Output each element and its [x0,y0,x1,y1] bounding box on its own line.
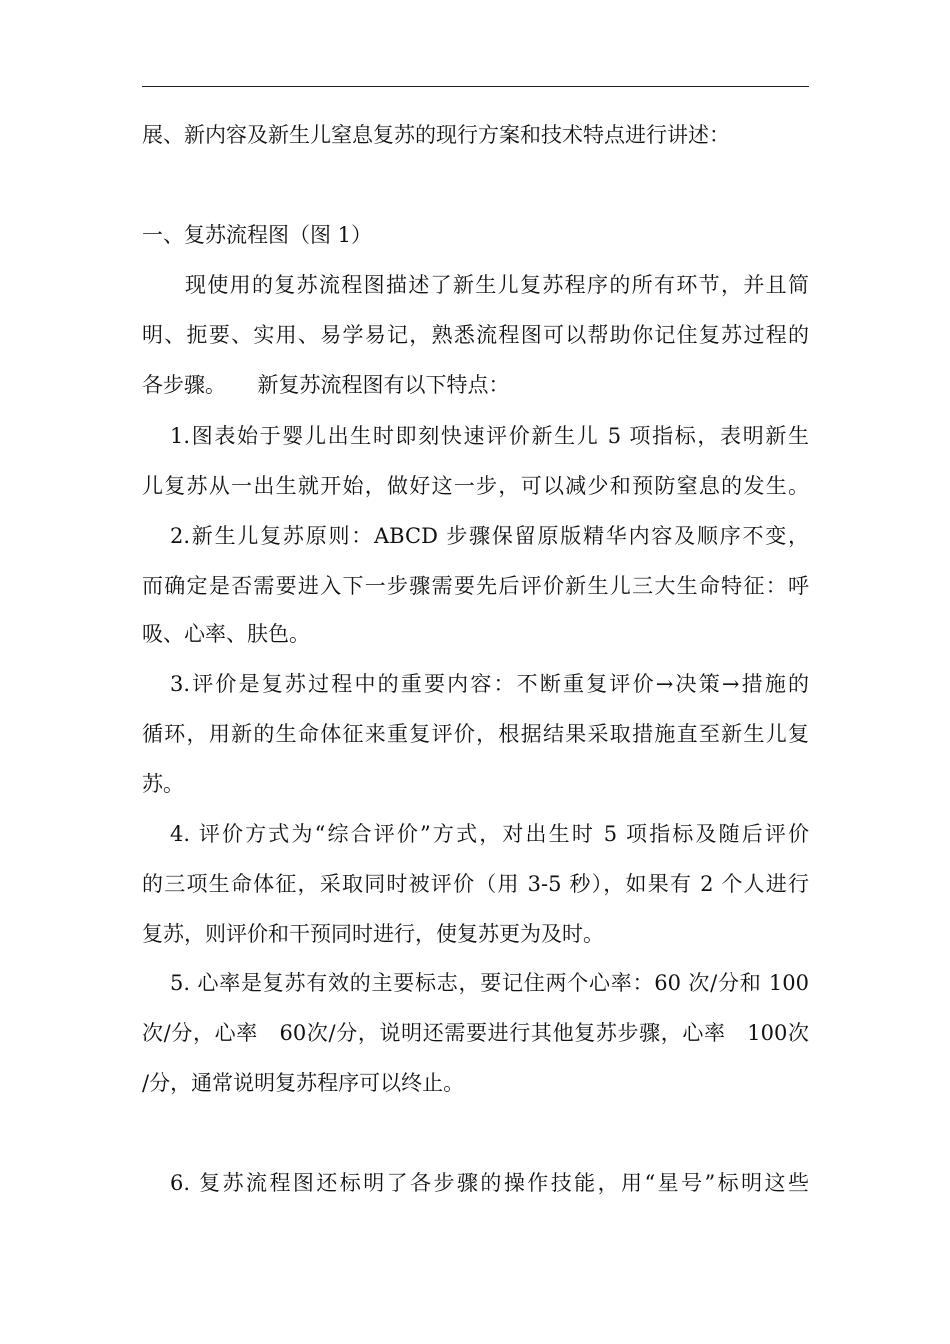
list-item-5-line: /分，通常说明复苏程序可以终止。 [142,1071,465,1095]
paragraph-line: 现使用的复苏流程图描述了新生儿复苏程序的所有环节，并且简 [185,273,809,297]
list-item-3-line: 苏。 [142,772,184,796]
list-item-4-line: 复苏，则评价和干预同时进行，使复苏更为及时。 [142,922,604,946]
list-item-2-line: 2.新生儿复苏原则：ABCD 步骤保留原版精华内容及顺序不变， [170,524,809,548]
list-item-4-line: 的三项生命体征，采取同时被评价（用 3-5 秒），如果有 2 个人进行 [142,872,809,896]
header-rule [142,86,809,87]
list-item-3-line: 循环，用新的生命体征来重复评价，根据结果采取措施直至新生儿复 [142,722,809,746]
list-item-5-line: 次/分，心率 60次/分，说明还需要进行其他复苏步骤，心率 100次 [142,1021,809,1045]
list-item-4-line: 4. 评价方式为“综合评价”方式，对出生时 5 项指标及随后评价 [170,822,809,846]
list-item-5-line: 5. 心率是复苏有效的主要标志，要记住两个心率：60 次/分和 100 [170,971,809,995]
paragraph-line: 明、扼要、实用、易学易记，熟悉流程图可以帮助你记住复苏过程的 [142,323,809,347]
list-item-3-line: 3.评价是复苏过程中的重要内容：不断重复评价→决策→措施的 [170,672,809,696]
list-item-1-line: 儿复苏从一出生就开始，做好这一步，可以减少和预防窒息的发生。 [142,474,809,498]
section-heading: 一、复苏流程图（图 1） [142,223,373,247]
list-item-1-line: 1.图表始于婴儿出生时即刻快速评价新生儿 5 项指标，表明新生 [170,424,809,448]
list-item-6-line: 6. 复苏流程图还标明了各步骤的操作技能，用“星号”标明这些 [170,1171,809,1195]
paragraph-line: 各步骤。 新复苏流程图有以下特点： [142,373,510,397]
paragraph-line: 展、新内容及新生儿窒息复苏的现行方案和技术特点进行讲述： [142,123,730,147]
list-item-2-line: 吸、心率、肤色。 [142,622,310,646]
list-item-2-line: 而确定是否需要进入下一步骤需要先后评价新生儿三大生命特征：呼 [142,574,809,598]
